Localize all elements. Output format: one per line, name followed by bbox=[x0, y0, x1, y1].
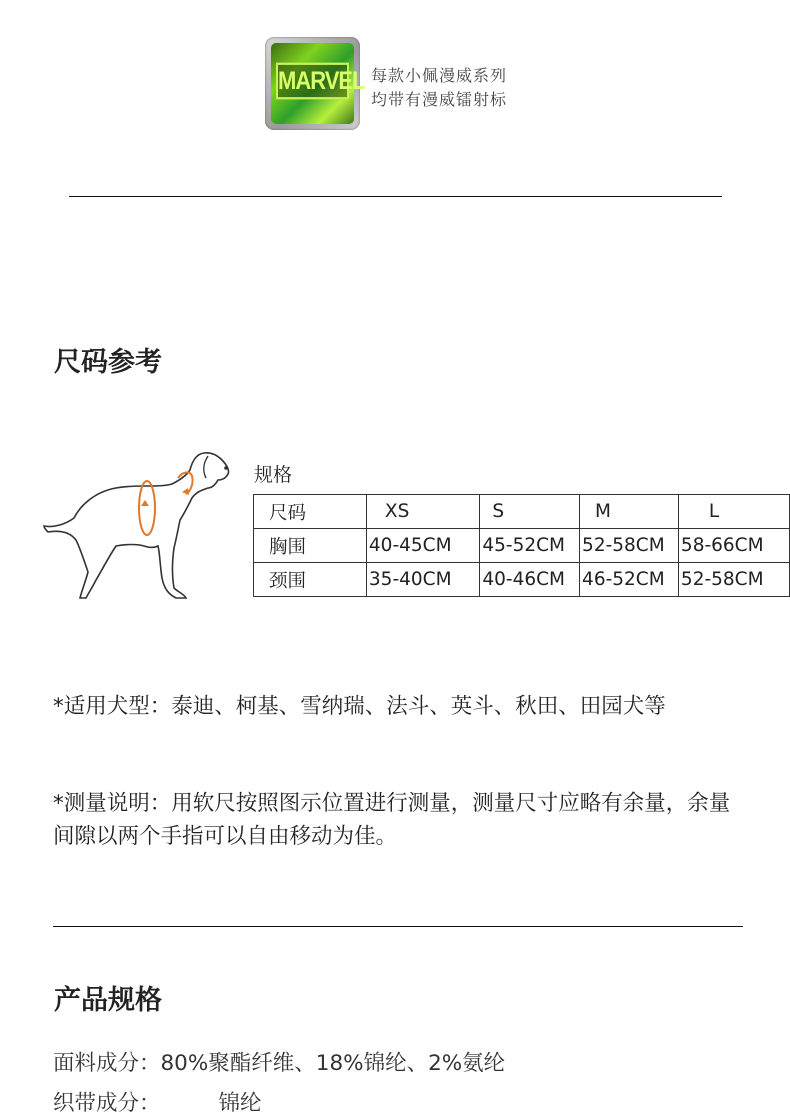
header-cell: M bbox=[580, 495, 679, 529]
dog-outline bbox=[44, 453, 229, 598]
dog-ear bbox=[204, 456, 208, 478]
table-cell: 40-45CM bbox=[366, 529, 479, 563]
table-row bbox=[254, 529, 790, 563]
dog-nose bbox=[224, 466, 228, 470]
size-table-header-row bbox=[254, 495, 790, 529]
spec-label: 规格 bbox=[254, 464, 293, 486]
webbing-spec bbox=[53, 1086, 262, 1117]
header-cell: L bbox=[678, 495, 789, 529]
neck-arrow-icon bbox=[182, 488, 189, 495]
size-section-title: 尺码参考 bbox=[54, 347, 162, 378]
fabric-spec: 面料成分：80%聚酯纤维、18%锦纶、2%氨纶 bbox=[53, 1051, 506, 1076]
product-section-title: 产品规格 bbox=[54, 985, 162, 1016]
marvel-hologram-badge bbox=[265, 37, 365, 130]
table-cell: 46-52CM bbox=[580, 563, 679, 597]
measure-note: *测量说明：用软尺按照图示位置进行测量，测量尺寸应略有余量，余量间隙以两个手指可以自由移动为佳。 bbox=[53, 791, 731, 849]
row-label: 胸围 bbox=[254, 529, 367, 563]
header-cell: S bbox=[480, 495, 580, 529]
badge-caption bbox=[371, 64, 507, 112]
webbing-label: 织带成分： bbox=[53, 1091, 161, 1116]
chest-measure-loop bbox=[139, 481, 155, 535]
table-cell: 45-52CM bbox=[480, 529, 580, 563]
row-label: 颈围 bbox=[254, 563, 367, 597]
header-cell: 尺码 bbox=[254, 495, 367, 529]
breed-note: *适用犬型：泰迪、柯基、雪纳瑞、法斗、英斗、秋田、田园犬等 bbox=[53, 694, 666, 719]
size-table bbox=[253, 494, 790, 597]
badge-caption-line1: 每款小佩漫威系列 bbox=[371, 66, 508, 85]
webbing-value: 锦纶 bbox=[218, 1091, 262, 1116]
badge-caption-line2: 均带有漫威镭射标 bbox=[371, 90, 508, 109]
table-cell: 40-46CM bbox=[480, 563, 580, 597]
chest-arrow-icon bbox=[141, 500, 149, 506]
marvel-logo: MARVEL bbox=[276, 63, 349, 100]
table-cell: 58-66CM bbox=[678, 529, 789, 563]
dog-measurement-diagram bbox=[40, 448, 235, 608]
divider-bottom bbox=[53, 926, 743, 927]
header-cell: XS bbox=[366, 495, 479, 529]
table-row bbox=[254, 563, 790, 597]
table-cell: 52-58CM bbox=[678, 563, 789, 597]
table-cell: 52-58CM bbox=[580, 529, 679, 563]
hologram-sticker bbox=[271, 43, 365, 124]
table-cell: 35-40CM bbox=[366, 563, 479, 597]
divider-top bbox=[69, 196, 722, 197]
